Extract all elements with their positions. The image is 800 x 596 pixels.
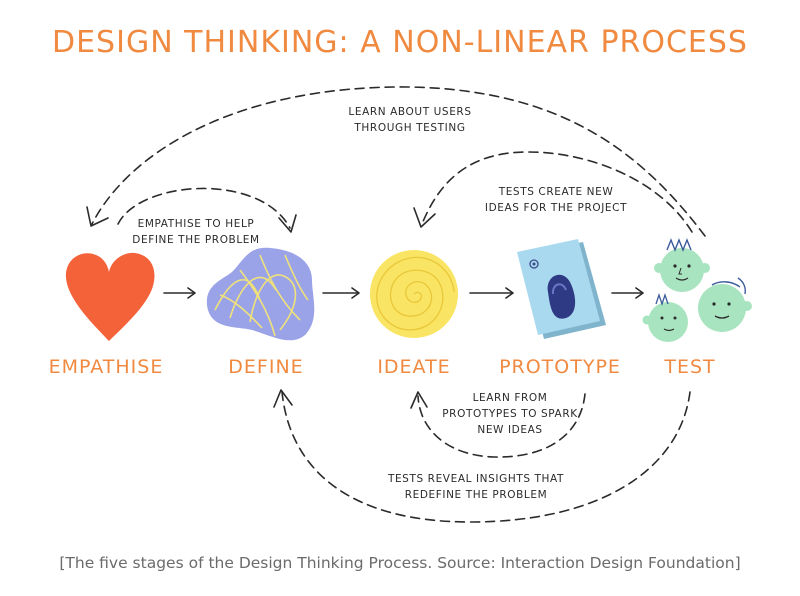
faces-icon	[643, 240, 753, 342]
arrowhead-define	[279, 215, 296, 232]
note-empathise-help-line2: DEFINE THE PROBLEM	[132, 234, 260, 246]
stage-label-test: TEST	[664, 356, 716, 378]
note-learn-prototypes-line1: LEARN FROM	[472, 392, 548, 404]
stage-label-define: DEFINE	[228, 356, 304, 378]
note-learn-users-line1: LEARN ABOUT USERS	[348, 106, 472, 118]
spiral-circle-icon	[370, 250, 458, 338]
note-tests-ideas-line1: TESTS CREATE NEW	[498, 186, 614, 198]
diagram-title: DESIGN THINKING: A NON-LINEAR PROCESS	[52, 25, 748, 60]
note-learn-users-line2: THROUGH TESTING	[354, 122, 466, 134]
blob-icon	[207, 248, 314, 340]
note-tests-insights-line2: REDEFINE THE PROBLEM	[404, 489, 548, 501]
phone-prototype-icon	[517, 239, 606, 339]
stage-label-empathise: EMPATHISE	[48, 356, 164, 378]
figure-caption: [The five stages of the Design Thinking Process. Source: Interaction Design Foundation]	[59, 554, 741, 572]
note-empathise-help-line1: EMPATHISE TO HELP	[137, 218, 255, 230]
note-tests-insights-line1: TESTS REVEAL INSIGHTS THAT	[387, 473, 565, 485]
stage-label-prototype: PROTOTYPE	[499, 356, 621, 378]
note-learn-prototypes-line2: PROTOTYPES TO SPARK	[442, 408, 578, 420]
arrowhead-empathise	[87, 207, 108, 226]
heart-icon	[66, 253, 155, 341]
stage-label-ideate: IDEATE	[377, 356, 451, 378]
note-learn-prototypes-line3: NEW IDEAS	[477, 424, 543, 436]
note-tests-ideas-line2: IDEAS FOR THE PROJECT	[484, 202, 628, 214]
